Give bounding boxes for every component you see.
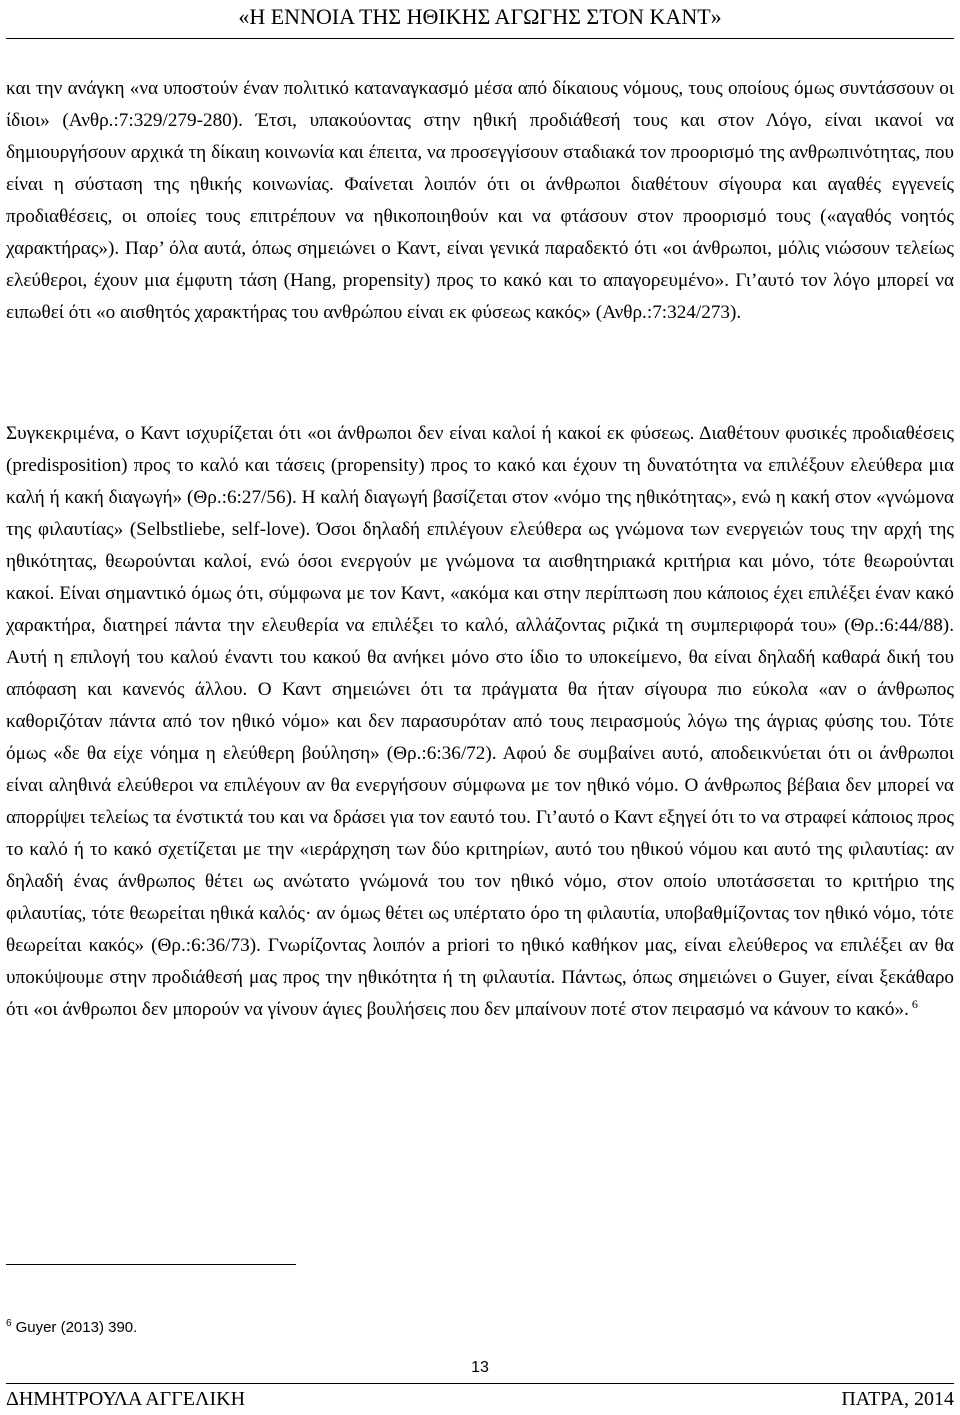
footer-place-year: ΠΑΤΡΑ, 2014 [841,1388,954,1410]
footnote-text: Guyer (2013) 390. [15,1319,138,1336]
footer-divider [6,1383,954,1384]
footer-author: ΔΗΜΗΤΡΟΥΛΑ ΑΓΓΕΛΙΚΗ [6,1388,246,1410]
paragraph-text: και την ανάγκη «να υποστούν έναν πολιτικό καταναγκασμό μέσα από δίκαιους νόμους, τους οποίους όμως συντάσσουν οι ίδιοι» (Ανθρ.:7:329/279-280). Έτσι, υπακούοντας στην ηθική προδιάθεσή τους και στον Λόγο, είναι ικανοί να δημιουργήσουν αρχικά τη δίκαιη κοινωνία και έπειτα, να προσεγγίσουν σταδιακά τον προορισμό της ανθρωπινότητας, που είναι η σύσταση της ηθικής κοινωνίας. Φαίνεται λοιπόν ότι οι άνθρωποι διαθέτουν σίγουρα και αγαθές εγγενείς προδιαθέσεις, οι οποίες τους επιτρέπουν να ηθικοποιηθούν και να φτάσουν στον προορισμό τους («αγαθός νοητός χαρακτήρας»). Παρ’ όλα αυτά, όπως σημειώνει ο Καντ, είναι γενικά παραδεκτό ότι «οι άνθρωποι, μόλις νιώσουν τελείως ελεύθεροι, έχουν μια έμφυτη τάση (Hang, propensity) προς το κακό και το απαγορευμένο». Γι’αυτό τον λόγο μπορεί να ειπωθεί ότι «ο αισθητός χαρακτήρας του ανθρώπου είναι εκ φύσεως κακός» (Ανθρ.:7:324/273). [6,78,954,323]
paragraph-text: Συγκεκριμένα, ο Καντ ισχυρίζεται ότι «οι άνθρωποι δεν είναι καλοί ή κακοί εκ φύσεως. Διαθέτουν φυσικές προδιαθέσεις (predisposition) προς το καλό και τάσεις (propensity) προς το κακό και έχουν τη δυνατότητα να επιλέξουν ελεύθερα μια καλή ή κακή διαγωγή» (Θρ.:6:27/56). Η καλή διαγωγή βασίζεται στον «νόμο της ηθικότητας», ενώ η κακή στον «γνώμονα της φιλαυτίας» (Selbstliebe, self-love). Όσοι δηλαδή επιλέγουν ελεύθερα ως γνώμονα των ενεργειών τους την αρχή της ηθικότητας, θεωρούνται καλοί, ενώ όσοι ενεργούν με γνώμονα τα αισθητηριακά κριτήρια και μόνο, τότε θεωρούνται κακοί. Είναι σημαντικό όμως ότι, σύμφωνα με τον Καντ, «ακόμα και στην περίπτωση που κάποιος έχει επιλέξει έναν κακό χαρακτήρα, διατηρεί πάντα την ελευθερία να επιλέξει το καλό, αλλάζοντας ριζικά τη συμπεριφορά του» (Θρ.:6:44/88). Αυτή η επιλογή του καλού έναντι του κακού θα ανήκει μόνο στο ίδιο το υποκείμενο, θα είναι δηλαδή καθαρά δική του απόφαση και κανενός άλλου. Ο Καντ σημειώνει ότι τα πράγματα θα ήταν σίγουρα πιο εύκολα «αν ο άνθρωπος καθοριζόταν πάντα από τον ηθικό νόμο» και δεν παρασυρόταν από τους πειρασμούς λόγω της άγριας φύσης του. Τότε όμως «δε θα είχε νόημα η ελεύθερη βούληση» (Θρ.:6:36/72). Αφού δε συμβαίνει αυτό, αποδεικνύεται ότι οι άνθρωποι είναι αληθινά ελεύθεροι να επιλέγουν αν θα ενεργήσουν σύμφωνα με τον ηθικό νόμο. Ο άνθρωπος βέβαια δεν μπορεί να απορρίψει τελείως τα ένστικτά του και να δράσει για τον εαυτό του. Γι’αυτό ο Καντ εξηγεί ότι το να στραφεί κάποιος προς το καλό ή το κακό σχετίζεται με την «ιεράρχηση των δύο κριτηρίων, αυτό του ηθικού νόμου και αυτό της φιλαυτίας: αν δηλαδή ένας άνθρωπος θέτει ως ανώτατο γνώμονά του τον ηθικό νόμο, στον οποίο υποτάσσεται το κριτήριο της φιλαυτίας, τότε θεωρείται ηθικά καλός· αν όμως θέτει ως υπέρτατο όρο τη φιλαυτία, υποβαθμίζοντας τον ηθικό νόμο, τότε θεωρείται κακός» (Θρ.:6:36/73). Γνωρίζοντας λοιπόν a priori το ηθικό καθήκον μας, είναι ελεύθερος να επιλέξει αν θα υποκύψουμε στην προδιάθεσή μας προς την ηθικότητα ή τη φιλαυτία. Πάντως, όπως σημειώνει ο Guyer, είναι ξεκάθαρο ότι «οι άνθρωποι δεν μπορούν να γίνουν άγιες βουλήσεις που δεν μπαίνουν ποτέ στον πειρασμό να κάνουν το κακό». [6,423,954,1020]
body-paragraph [6,73,954,329]
running-header: «Η ΕΝΝΟΙΑ ΤΗΣ ΗΘΙΚΗΣ ΑΓΩΓΗΣ ΣΤΟΝ ΚΑΝΤ» [238,4,722,29]
header-divider [6,38,954,39]
footnote [6,1318,137,1338]
footnote-number: 6 [6,1318,12,1329]
footnote-reference[interactable]: 6 [911,996,918,1011]
footnote-divider [6,1264,296,1265]
body-paragraph [6,418,954,1026]
page-number: 13 [471,1359,489,1376]
